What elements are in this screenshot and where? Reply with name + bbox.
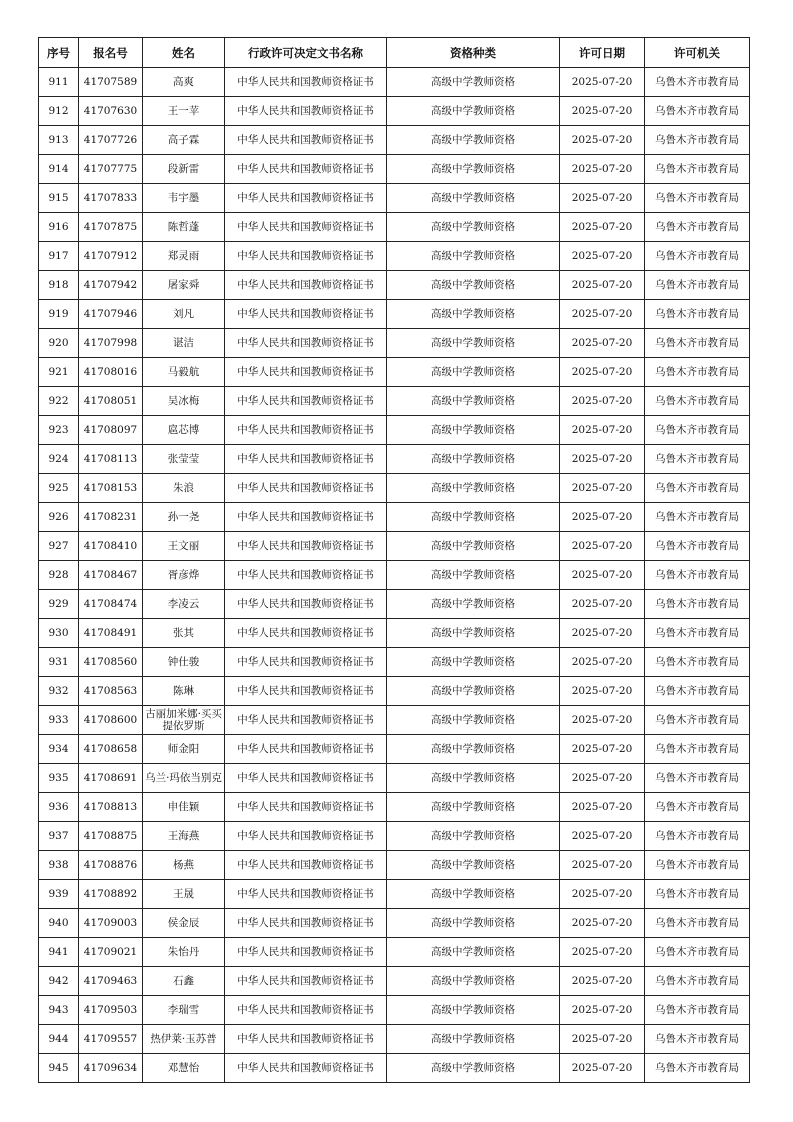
header-serial: 序号	[39, 38, 79, 68]
table-row	[39, 619, 750, 648]
cell-name: 李瑞雪	[143, 996, 225, 1025]
cell-license-date: 2025-07-20	[560, 619, 645, 648]
cell-name: 申佳颖	[143, 793, 225, 822]
cell-registration-number: 41707630	[79, 97, 143, 126]
cell-licensing-authority: 乌鲁木齐市教育局	[645, 590, 750, 619]
cell-serial: 920	[39, 329, 79, 358]
cell-qualification-type: 高级中学教师资格	[387, 68, 560, 97]
cell-licensing-authority: 乌鲁木齐市教育局	[645, 126, 750, 155]
cell-serial: 913	[39, 126, 79, 155]
cell-name: 杨燕	[143, 851, 225, 880]
cell-license-date: 2025-07-20	[560, 358, 645, 387]
cell-licensing-authority: 乌鲁木齐市教育局	[645, 880, 750, 909]
table-row	[39, 880, 750, 909]
cell-license-date: 2025-07-20	[560, 851, 645, 880]
cell-licensing-authority: 乌鲁木齐市教育局	[645, 474, 750, 503]
cell-license-date: 2025-07-20	[560, 880, 645, 909]
cell-name: 朱浪	[143, 474, 225, 503]
cell-serial: 928	[39, 561, 79, 590]
cell-license-date: 2025-07-20	[560, 1025, 645, 1054]
cell-registration-number: 41708410	[79, 532, 143, 561]
table-row	[39, 271, 750, 300]
cell-serial: 924	[39, 445, 79, 474]
cell-licensing-authority: 乌鲁木齐市教育局	[645, 996, 750, 1025]
cell-name: 陈琳	[143, 677, 225, 706]
cell-qualification-type: 高级中学教师资格	[387, 503, 560, 532]
cell-document-name: 中华人民共和国教师资格证书	[225, 1054, 387, 1083]
table-row	[39, 300, 750, 329]
cell-licensing-authority: 乌鲁木齐市教育局	[645, 851, 750, 880]
table-row	[39, 213, 750, 242]
cell-registration-number: 41708875	[79, 822, 143, 851]
table-row	[39, 503, 750, 532]
table-row	[39, 358, 750, 387]
cell-name: 王晟	[143, 880, 225, 909]
cell-licensing-authority: 乌鲁木齐市教育局	[645, 706, 750, 735]
cell-registration-number: 41708892	[79, 880, 143, 909]
cell-registration-number: 41708876	[79, 851, 143, 880]
table-row	[39, 851, 750, 880]
cell-licensing-authority: 乌鲁木齐市教育局	[645, 967, 750, 996]
cell-document-name: 中华人民共和国教师资格证书	[225, 184, 387, 213]
cell-qualification-type: 高级中学教师资格	[387, 155, 560, 184]
cell-document-name: 中华人民共和国教师资格证书	[225, 851, 387, 880]
table-header-row	[39, 38, 750, 68]
cell-serial: 942	[39, 967, 79, 996]
cell-document-name: 中华人民共和国教师资格证书	[225, 619, 387, 648]
cell-name: 马毅航	[143, 358, 225, 387]
cell-document-name: 中华人民共和国教师资格证书	[225, 938, 387, 967]
cell-name: 侯金辰	[143, 909, 225, 938]
table-body	[39, 68, 750, 1083]
cell-licensing-authority: 乌鲁木齐市教育局	[645, 938, 750, 967]
cell-document-name: 中华人民共和国教师资格证书	[225, 271, 387, 300]
cell-qualification-type: 高级中学教师资格	[387, 793, 560, 822]
header-document-name: 行政许可决定文书名称	[225, 38, 387, 68]
cell-registration-number: 41707833	[79, 184, 143, 213]
certificate-table	[38, 37, 750, 1083]
cell-name: 钟仕骏	[143, 648, 225, 677]
table-row	[39, 822, 750, 851]
cell-name: 韦宇墨	[143, 184, 225, 213]
cell-document-name: 中华人民共和国教师资格证书	[225, 706, 387, 735]
cell-qualification-type: 高级中学教师资格	[387, 242, 560, 271]
cell-licensing-authority: 乌鲁木齐市教育局	[645, 358, 750, 387]
cell-registration-number: 41708600	[79, 706, 143, 735]
table-row	[39, 793, 750, 822]
cell-licensing-authority: 乌鲁木齐市教育局	[645, 155, 750, 184]
cell-license-date: 2025-07-20	[560, 1054, 645, 1083]
cell-qualification-type: 高级中学教师资格	[387, 474, 560, 503]
cell-document-name: 中华人民共和国教师资格证书	[225, 126, 387, 155]
table-row	[39, 706, 750, 735]
cell-licensing-authority: 乌鲁木齐市教育局	[645, 735, 750, 764]
cell-registration-number: 41709503	[79, 996, 143, 1025]
cell-name: 乌兰·玛依当别克	[143, 764, 225, 793]
cell-licensing-authority: 乌鲁木齐市教育局	[645, 648, 750, 677]
table-row	[39, 387, 750, 416]
cell-license-date: 2025-07-20	[560, 967, 645, 996]
cell-document-name: 中华人民共和国教师资格证书	[225, 590, 387, 619]
cell-registration-number: 41707775	[79, 155, 143, 184]
cell-licensing-authority: 乌鲁木齐市教育局	[645, 909, 750, 938]
cell-name: 胥彦烨	[143, 561, 225, 590]
table-row	[39, 967, 750, 996]
table-row	[39, 561, 750, 590]
cell-license-date: 2025-07-20	[560, 300, 645, 329]
cell-name: 师金阳	[143, 735, 225, 764]
cell-qualification-type: 高级中学教师资格	[387, 909, 560, 938]
cell-registration-number: 41709634	[79, 1054, 143, 1083]
cell-qualification-type: 高级中学教师资格	[387, 1054, 560, 1083]
cell-registration-number: 41708153	[79, 474, 143, 503]
cell-qualification-type: 高级中学教师资格	[387, 329, 560, 358]
cell-registration-number: 41708474	[79, 590, 143, 619]
cell-license-date: 2025-07-20	[560, 793, 645, 822]
cell-serial: 938	[39, 851, 79, 880]
cell-license-date: 2025-07-20	[560, 996, 645, 1025]
cell-document-name: 中华人民共和国教师资格证书	[225, 764, 387, 793]
cell-license-date: 2025-07-20	[560, 822, 645, 851]
cell-serial: 925	[39, 474, 79, 503]
cell-qualification-type: 高级中学教师资格	[387, 648, 560, 677]
cell-licensing-authority: 乌鲁木齐市教育局	[645, 764, 750, 793]
cell-serial: 915	[39, 184, 79, 213]
table-row	[39, 648, 750, 677]
table-row	[39, 938, 750, 967]
cell-serial: 935	[39, 764, 79, 793]
cell-registration-number: 41708016	[79, 358, 143, 387]
cell-license-date: 2025-07-20	[560, 764, 645, 793]
cell-document-name: 中华人民共和国教师资格证书	[225, 677, 387, 706]
cell-serial: 930	[39, 619, 79, 648]
cell-licensing-authority: 乌鲁木齐市教育局	[645, 445, 750, 474]
cell-document-name: 中华人民共和国教师资格证书	[225, 358, 387, 387]
cell-qualification-type: 高级中学教师资格	[387, 851, 560, 880]
cell-licensing-authority: 乌鲁木齐市教育局	[645, 503, 750, 532]
cell-name: 古丽加米娜·买买提依罗斯	[143, 706, 225, 735]
table-row	[39, 126, 750, 155]
cell-serial: 922	[39, 387, 79, 416]
cell-name: 热伊莱·玉苏普	[143, 1025, 225, 1054]
cell-qualification-type: 高级中学教师资格	[387, 387, 560, 416]
cell-registration-number: 41708658	[79, 735, 143, 764]
cell-serial: 929	[39, 590, 79, 619]
cell-name: 李凌云	[143, 590, 225, 619]
cell-serial: 941	[39, 938, 79, 967]
table-row	[39, 155, 750, 184]
table-row	[39, 590, 750, 619]
cell-name: 高子霖	[143, 126, 225, 155]
cell-name: 陈哲蓬	[143, 213, 225, 242]
cell-registration-number: 41707726	[79, 126, 143, 155]
cell-qualification-type: 高级中学教师资格	[387, 97, 560, 126]
cell-licensing-authority: 乌鲁木齐市教育局	[645, 271, 750, 300]
cell-document-name: 中华人民共和国教师资格证书	[225, 996, 387, 1025]
table-row	[39, 445, 750, 474]
cell-qualification-type: 高级中学教师资格	[387, 561, 560, 590]
cell-license-date: 2025-07-20	[560, 184, 645, 213]
cell-serial: 945	[39, 1054, 79, 1083]
cell-serial: 932	[39, 677, 79, 706]
cell-registration-number: 41708560	[79, 648, 143, 677]
cell-qualification-type: 高级中学教师资格	[387, 938, 560, 967]
cell-licensing-authority: 乌鲁木齐市教育局	[645, 242, 750, 271]
cell-licensing-authority: 乌鲁木齐市教育局	[645, 416, 750, 445]
cell-license-date: 2025-07-20	[560, 271, 645, 300]
cell-qualification-type: 高级中学教师资格	[387, 822, 560, 851]
cell-serial: 931	[39, 648, 79, 677]
table-row	[39, 68, 750, 97]
cell-serial: 914	[39, 155, 79, 184]
cell-document-name: 中华人民共和国教师资格证书	[225, 822, 387, 851]
cell-licensing-authority: 乌鲁木齐市教育局	[645, 387, 750, 416]
cell-registration-number: 41709021	[79, 938, 143, 967]
cell-document-name: 中华人民共和国教师资格证书	[225, 1025, 387, 1054]
table-row	[39, 532, 750, 561]
cell-licensing-authority: 乌鲁木齐市教育局	[645, 97, 750, 126]
cell-name: 郑灵雨	[143, 242, 225, 271]
cell-license-date: 2025-07-20	[560, 445, 645, 474]
cell-qualification-type: 高级中学教师资格	[387, 677, 560, 706]
cell-document-name: 中华人民共和国教师资格证书	[225, 561, 387, 590]
header-qualification-type: 资格种类	[387, 38, 560, 68]
cell-document-name: 中华人民共和国教师资格证书	[225, 793, 387, 822]
cell-serial: 934	[39, 735, 79, 764]
cell-name: 石鑫	[143, 967, 225, 996]
cell-registration-number: 41708051	[79, 387, 143, 416]
cell-license-date: 2025-07-20	[560, 706, 645, 735]
cell-name: 高爽	[143, 68, 225, 97]
cell-license-date: 2025-07-20	[560, 677, 645, 706]
cell-license-date: 2025-07-20	[560, 387, 645, 416]
cell-registration-number: 41708491	[79, 619, 143, 648]
table-row	[39, 329, 750, 358]
cell-qualification-type: 高级中学教师资格	[387, 271, 560, 300]
cell-licensing-authority: 乌鲁木齐市教育局	[645, 561, 750, 590]
cell-name: 孙一尧	[143, 503, 225, 532]
cell-qualification-type: 高级中学教师资格	[387, 213, 560, 242]
table-row	[39, 996, 750, 1025]
cell-name: 段新雷	[143, 155, 225, 184]
header-licensing-authority: 许可机关	[645, 38, 750, 68]
cell-qualification-type: 高级中学教师资格	[387, 880, 560, 909]
cell-registration-number: 41707998	[79, 329, 143, 358]
cell-name: 张其	[143, 619, 225, 648]
cell-name: 屠家舜	[143, 271, 225, 300]
cell-qualification-type: 高级中学教师资格	[387, 184, 560, 213]
cell-name: 邓慧怡	[143, 1054, 225, 1083]
cell-serial: 937	[39, 822, 79, 851]
cell-document-name: 中华人民共和国教师资格证书	[225, 967, 387, 996]
cell-qualification-type: 高级中学教师资格	[387, 590, 560, 619]
cell-name: 扈芯博	[143, 416, 225, 445]
cell-qualification-type: 高级中学教师资格	[387, 735, 560, 764]
cell-registration-number: 41708097	[79, 416, 143, 445]
cell-serial: 926	[39, 503, 79, 532]
cell-qualification-type: 高级中学教师资格	[387, 416, 560, 445]
cell-license-date: 2025-07-20	[560, 735, 645, 764]
cell-license-date: 2025-07-20	[560, 909, 645, 938]
cell-document-name: 中华人民共和国教师资格证书	[225, 735, 387, 764]
cell-document-name: 中华人民共和国教师资格证书	[225, 300, 387, 329]
cell-qualification-type: 高级中学教师资格	[387, 358, 560, 387]
table-row	[39, 677, 750, 706]
cell-qualification-type: 高级中学教师资格	[387, 532, 560, 561]
cell-license-date: 2025-07-20	[560, 938, 645, 967]
cell-qualification-type: 高级中学教师资格	[387, 996, 560, 1025]
cell-serial: 918	[39, 271, 79, 300]
cell-license-date: 2025-07-20	[560, 648, 645, 677]
cell-document-name: 中华人民共和国教师资格证书	[225, 648, 387, 677]
table-row	[39, 909, 750, 938]
cell-license-date: 2025-07-20	[560, 474, 645, 503]
cell-serial: 943	[39, 996, 79, 1025]
table-row	[39, 416, 750, 445]
cell-license-date: 2025-07-20	[560, 242, 645, 271]
table-row	[39, 1025, 750, 1054]
cell-document-name: 中华人民共和国教师资格证书	[225, 474, 387, 503]
cell-document-name: 中华人民共和国教师资格证书	[225, 155, 387, 184]
cell-qualification-type: 高级中学教师资格	[387, 445, 560, 474]
cell-license-date: 2025-07-20	[560, 155, 645, 184]
cell-name: 王文丽	[143, 532, 225, 561]
cell-registration-number: 41709003	[79, 909, 143, 938]
cell-serial: 916	[39, 213, 79, 242]
cell-licensing-authority: 乌鲁木齐市教育局	[645, 329, 750, 358]
cell-license-date: 2025-07-20	[560, 329, 645, 358]
table-row	[39, 242, 750, 271]
cell-name: 张莹莹	[143, 445, 225, 474]
cell-serial: 933	[39, 706, 79, 735]
cell-licensing-authority: 乌鲁木齐市教育局	[645, 68, 750, 97]
cell-registration-number: 41708467	[79, 561, 143, 590]
cell-licensing-authority: 乌鲁木齐市教育局	[645, 1025, 750, 1054]
cell-document-name: 中华人民共和国教师资格证书	[225, 329, 387, 358]
header-license-date: 许可日期	[560, 38, 645, 68]
header-registration-number: 报名号	[79, 38, 143, 68]
cell-licensing-authority: 乌鲁木齐市教育局	[645, 184, 750, 213]
cell-registration-number: 41707912	[79, 242, 143, 271]
cell-name: 吴冰梅	[143, 387, 225, 416]
cell-qualification-type: 高级中学教师资格	[387, 619, 560, 648]
cell-qualification-type: 高级中学教师资格	[387, 967, 560, 996]
cell-serial: 917	[39, 242, 79, 271]
cell-document-name: 中华人民共和国教师资格证书	[225, 213, 387, 242]
table-row	[39, 184, 750, 213]
cell-registration-number: 41707946	[79, 300, 143, 329]
cell-document-name: 中华人民共和国教师资格证书	[225, 532, 387, 561]
cell-licensing-authority: 乌鲁木齐市教育局	[645, 822, 750, 851]
cell-registration-number: 41707942	[79, 271, 143, 300]
cell-registration-number: 41709463	[79, 967, 143, 996]
cell-licensing-authority: 乌鲁木齐市教育局	[645, 213, 750, 242]
cell-registration-number: 41708231	[79, 503, 143, 532]
cell-serial: 940	[39, 909, 79, 938]
cell-document-name: 中华人民共和国教师资格证书	[225, 97, 387, 126]
cell-licensing-authority: 乌鲁木齐市教育局	[645, 619, 750, 648]
cell-name: 刘凡	[143, 300, 225, 329]
cell-registration-number: 41709557	[79, 1025, 143, 1054]
cell-license-date: 2025-07-20	[560, 590, 645, 619]
cell-qualification-type: 高级中学教师资格	[387, 764, 560, 793]
cell-name: 王一苹	[143, 97, 225, 126]
cell-serial: 939	[39, 880, 79, 909]
cell-document-name: 中华人民共和国教师资格证书	[225, 503, 387, 532]
cell-licensing-authority: 乌鲁木齐市教育局	[645, 300, 750, 329]
cell-serial: 921	[39, 358, 79, 387]
cell-registration-number: 41708691	[79, 764, 143, 793]
cell-qualification-type: 高级中学教师资格	[387, 300, 560, 329]
cell-license-date: 2025-07-20	[560, 561, 645, 590]
cell-licensing-authority: 乌鲁木齐市教育局	[645, 677, 750, 706]
cell-registration-number: 41707875	[79, 213, 143, 242]
cell-name: 谌洁	[143, 329, 225, 358]
cell-registration-number: 41708563	[79, 677, 143, 706]
cell-registration-number: 41708813	[79, 793, 143, 822]
cell-name: 王海燕	[143, 822, 225, 851]
cell-document-name: 中华人民共和国教师资格证书	[225, 880, 387, 909]
table-row	[39, 1054, 750, 1083]
cell-serial: 912	[39, 97, 79, 126]
cell-serial: 936	[39, 793, 79, 822]
cell-serial: 944	[39, 1025, 79, 1054]
cell-document-name: 中华人民共和国教师资格证书	[225, 242, 387, 271]
cell-license-date: 2025-07-20	[560, 126, 645, 155]
cell-license-date: 2025-07-20	[560, 416, 645, 445]
cell-document-name: 中华人民共和国教师资格证书	[225, 445, 387, 474]
cell-license-date: 2025-07-20	[560, 97, 645, 126]
cell-document-name: 中华人民共和国教师资格证书	[225, 416, 387, 445]
table-row	[39, 474, 750, 503]
cell-serial: 919	[39, 300, 79, 329]
cell-licensing-authority: 乌鲁木齐市教育局	[645, 532, 750, 561]
cell-license-date: 2025-07-20	[560, 213, 645, 242]
cell-registration-number: 41708113	[79, 445, 143, 474]
cell-qualification-type: 高级中学教师资格	[387, 706, 560, 735]
cell-registration-number: 41707589	[79, 68, 143, 97]
cell-license-date: 2025-07-20	[560, 532, 645, 561]
cell-document-name: 中华人民共和国教师资格证书	[225, 68, 387, 97]
cell-serial: 923	[39, 416, 79, 445]
header-name: 姓名	[143, 38, 225, 68]
cell-license-date: 2025-07-20	[560, 68, 645, 97]
table-row	[39, 764, 750, 793]
cell-name: 朱怡丹	[143, 938, 225, 967]
cell-serial: 911	[39, 68, 79, 97]
cell-qualification-type: 高级中学教师资格	[387, 1025, 560, 1054]
cell-document-name: 中华人民共和国教师资格证书	[225, 909, 387, 938]
cell-license-date: 2025-07-20	[560, 503, 645, 532]
cell-document-name: 中华人民共和国教师资格证书	[225, 387, 387, 416]
table-row	[39, 97, 750, 126]
cell-licensing-authority: 乌鲁木齐市教育局	[645, 1054, 750, 1083]
cell-licensing-authority: 乌鲁木齐市教育局	[645, 793, 750, 822]
cell-serial: 927	[39, 532, 79, 561]
table-row	[39, 735, 750, 764]
cell-qualification-type: 高级中学教师资格	[387, 126, 560, 155]
